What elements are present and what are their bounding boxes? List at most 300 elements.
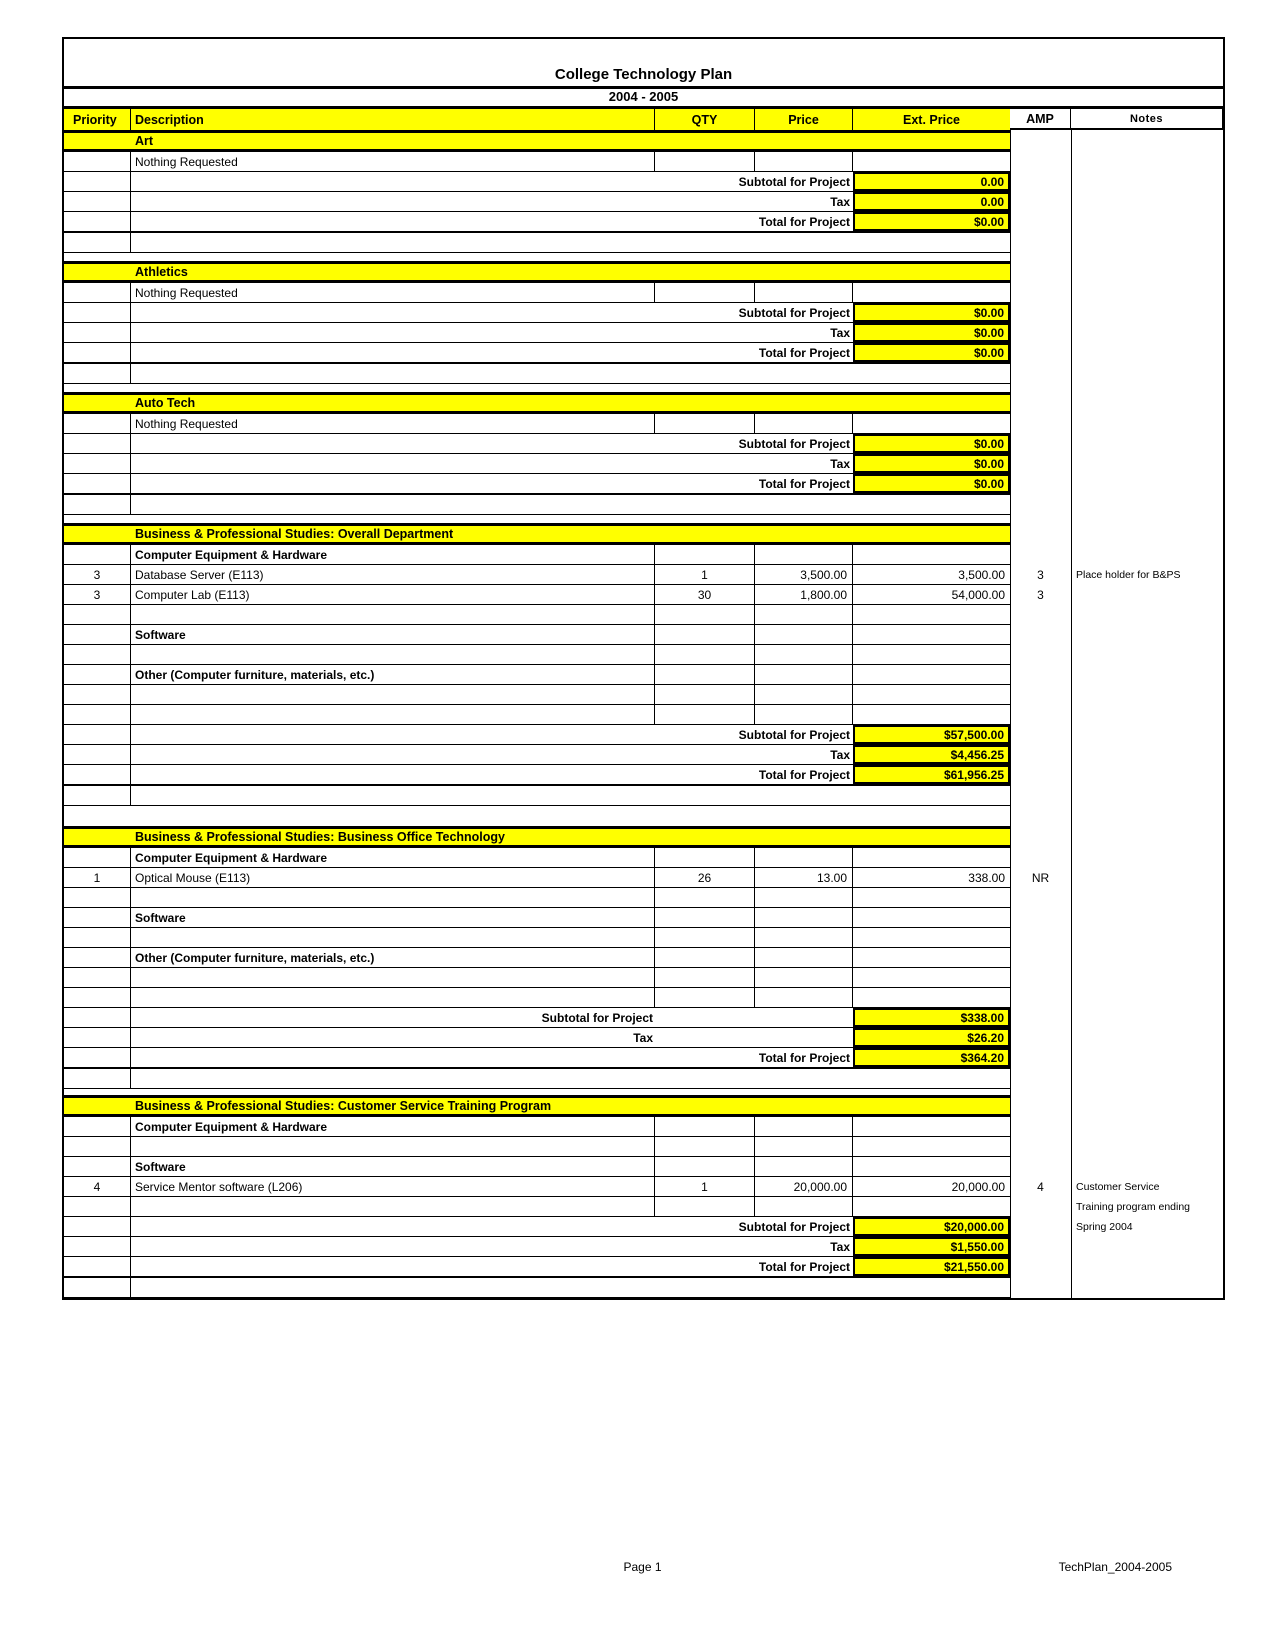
description-cell: Other (Computer furniture, materials, etc.) [131,665,655,684]
amp-cell [1010,434,1071,454]
priority-cell [64,1217,131,1236]
priority-cell [64,848,131,867]
row-item [64,868,1223,888]
priority-cell [64,192,131,211]
priority-cell [64,645,131,664]
description-cell: Computer Equipment & Hardware [131,1117,655,1136]
row-main [64,1177,1010,1197]
row-gap [64,384,1223,392]
merged-empty-cell [131,1069,1010,1088]
total-label: Total for Project [758,476,850,491]
notes-cell [1071,826,1223,848]
qty-cell [655,928,755,947]
row-main [64,233,1010,253]
notes-cell [1071,725,1223,745]
ext-price-cell [853,605,1010,624]
amp-cell [1010,1197,1071,1217]
notes-cell [1071,968,1223,988]
description-cell: Software [131,1157,655,1176]
amp-cell [1010,474,1071,495]
notes-cell [1071,1137,1223,1157]
total-label: Total for Project [758,767,850,782]
amp-cell [1010,253,1071,261]
notes-cell [1071,888,1223,908]
notes-cell [1071,261,1223,283]
price-cell [755,848,853,867]
notes-cell [1071,343,1223,364]
section-title: Art [135,134,154,148]
description-cell [131,968,655,987]
row-subhead [64,848,1223,868]
notes-cell [1071,868,1223,888]
subtotal-value: $0.00 [853,434,1010,453]
section-title: Athletics [135,265,188,279]
notes-cell [1071,1028,1223,1048]
col-header-amp: AMP [1010,109,1071,130]
description-cell: Other (Computer furniture, materials, etc.) [131,948,655,967]
notes-cell [1071,705,1223,725]
row-blank_end [64,233,1223,253]
amp-cell [1010,495,1071,515]
row-main [64,786,1010,806]
amp-cell [1010,364,1071,384]
priority-cell [64,725,131,744]
price-cell [755,152,853,171]
total-value: $0.00 [853,343,1010,362]
qty-cell: 1 [655,1177,755,1196]
notes-cell [1071,515,1223,523]
notes-cell [1071,495,1223,515]
priority-cell [64,988,131,1007]
priority-cell [64,474,131,493]
description-cell: Service Mentor software (L206) [131,1177,655,1196]
row-main [64,565,1010,585]
row-main [64,1197,1010,1217]
row-subtotal [64,1008,1223,1028]
document-name: TechPlan_2004-2005 [1058,1560,1172,1574]
notes-cell [1071,1008,1223,1028]
row-blank_end [64,1069,1223,1089]
row-main [64,515,1010,523]
row-main [64,1157,1010,1177]
ext-price-cell [853,888,1010,907]
notes-cell [1071,192,1223,212]
row-gap_large [64,806,1223,826]
description-cell: Computer Lab (E113) [131,585,655,604]
qty-cell [655,1137,755,1156]
notes-cell [1071,1237,1223,1257]
amp-cell [1010,523,1071,545]
row-tax [64,1237,1223,1257]
document-title-box [64,39,1223,89]
row-blank [64,685,1223,705]
amp-cell [1010,848,1071,868]
section-title: Business & Professional Studies: Business Office Technology [135,830,505,844]
priority-cell [64,454,131,473]
row-tax [64,454,1223,474]
description-cell [131,988,655,1007]
notes-cell [1071,806,1223,826]
row-section [64,826,1223,848]
row-main [64,605,1010,625]
price-cell [755,928,853,947]
price-cell [755,1117,853,1136]
amp-cell [1010,1137,1071,1157]
merged-empty-cell [131,1278,1010,1297]
row-main [64,1008,1010,1028]
price-cell: 20,000.00 [755,1177,853,1196]
row-total [64,474,1223,495]
qty-cell [655,705,755,724]
amp-cell: 4 [1037,1180,1044,1194]
row-main [64,523,1010,545]
row-blank [64,1137,1223,1157]
notes-cell [1071,1278,1223,1298]
price-cell [755,705,853,724]
row-main [64,474,1010,495]
subtotal-value: 0.00 [853,172,1010,191]
priority-cell: 3 [64,565,131,584]
qty-cell [655,625,755,644]
priority-cell [64,605,131,624]
subtotal-label: Subtotal for Project [738,305,850,320]
amp-cell [1010,806,1071,826]
total-value: $21,550.00 [853,1257,1010,1276]
row-main [64,685,1010,705]
priority-cell [64,1069,131,1088]
amp-cell [1010,605,1071,625]
col-header-ext-price: Ext. Price [853,109,1010,130]
notes-cell [1071,948,1223,968]
notes-cell [1071,545,1223,565]
ext-price-cell [853,685,1010,704]
tax-value: $0.00 [853,323,1010,342]
priority-cell [64,1157,131,1176]
notes-cell [1071,212,1223,233]
priority-cell [64,283,131,302]
price-cell [755,948,853,967]
row-section [64,392,1223,414]
amp-cell [1010,1278,1071,1298]
row-main [64,585,1010,605]
row-section [64,261,1223,283]
total-label: Total for Project [758,1050,850,1065]
priority-cell: 1 [64,868,131,887]
priority-cell [64,685,131,704]
priority-cell [64,495,131,514]
amp-cell [1010,948,1071,968]
row-main [64,414,1010,434]
tax-value: 0.00 [853,192,1010,211]
col-header-price: Price [755,109,853,130]
row-subtotal [64,725,1223,745]
price-cell [755,988,853,1007]
ext-price-cell: 20,000.00 [951,1179,1005,1194]
price-cell [755,625,853,644]
row-subhead [64,665,1223,685]
row-main [64,806,1010,826]
ext-price-cell [853,908,1010,927]
price-cell [755,968,853,987]
row-blank_end [64,1278,1223,1298]
priority-cell [64,1048,131,1067]
tax-label: Tax [830,325,850,340]
row-tax [64,323,1223,343]
row-main [64,152,1010,172]
qty-cell: 1 [655,565,755,584]
row-main [64,343,1010,364]
priority-cell [64,303,131,322]
priority-cell [64,434,131,453]
description-cell [131,645,655,664]
notes-cell [1071,523,1223,545]
qty-cell [655,948,755,967]
row-subhead [64,1157,1223,1177]
amp-cell [1010,988,1071,1008]
row-item [64,414,1223,434]
amp-cell [1010,323,1071,343]
row-main [64,705,1010,725]
description-cell: Computer Equipment & Hardware [131,545,655,564]
row-tax [64,745,1223,765]
row-main [64,1069,1010,1089]
ext-price-cell [853,705,1010,724]
subtotal-value: $57,500.00 [853,725,1010,744]
notes-cell [1071,625,1223,645]
row-main [64,323,1010,343]
row-main [64,283,1010,303]
price-cell [755,283,853,302]
row-gap [64,253,1223,261]
row-main [64,745,1010,765]
priority-cell [64,1008,131,1027]
row-main [64,988,1010,1008]
row-main [64,172,1010,192]
document-title: College Technology Plan [554,66,733,83]
amp-column-left-border [1010,130,1011,1298]
priority-cell [64,152,131,171]
amp-cell [1010,233,1071,253]
ext-price-cell [853,948,1010,967]
notes-cell [1071,745,1223,765]
qty-cell: 26 [655,868,755,887]
row-main [64,625,1010,645]
notes-cell [1071,152,1223,172]
row-main [64,261,1010,283]
ext-price-cell [853,988,1010,1007]
description-cell: Nothing Requested [131,414,655,433]
notes-cell [1071,172,1223,192]
row-section [64,523,1223,545]
subtotal-value: $0.00 [853,303,1010,322]
row-main [64,826,1010,848]
amp-cell [1010,1237,1071,1257]
price-cell [755,605,853,624]
total-value: $364.20 [853,1048,1010,1067]
row-main [64,495,1010,515]
amp-cell [1010,745,1071,765]
qty-cell [655,908,755,927]
qty-cell [655,848,755,867]
priority-cell [64,1117,131,1136]
row-blank [64,605,1223,625]
notes-cell [1071,585,1223,605]
amp-cell: 3 [1037,588,1044,602]
row-main [64,665,1010,685]
amp-cell [1010,261,1071,283]
notes-cell [1071,1257,1223,1278]
row-blank [64,705,1223,725]
amp-cell [1010,888,1071,908]
notes-cell [1071,130,1223,152]
row-subhead [64,908,1223,928]
qty-cell [655,685,755,704]
amp-cell [1010,968,1071,988]
row-blank_end [64,495,1223,515]
row-main [64,130,1010,152]
ext-price-cell: 338.00 [968,870,1005,885]
row-blank [64,888,1223,908]
price-cell [755,1137,853,1156]
row-main [64,928,1010,948]
notes-cell: Spring 2004 [1076,1221,1133,1233]
row-item [64,585,1223,605]
column-header-row [64,109,1223,130]
price-cell [755,1197,853,1216]
priority-cell [64,745,131,764]
amp-cell [1010,545,1071,565]
row-main [64,968,1010,988]
description-cell: Computer Equipment & Hardware [131,848,655,867]
ext-price-cell [853,1157,1010,1176]
ext-price-cell [853,1197,1010,1216]
notes-cell [1071,253,1223,261]
description-cell: Optical Mouse (E113) [131,868,655,887]
ext-price-cell [853,625,1010,644]
row-gap [64,515,1223,523]
priority-cell [64,1137,131,1156]
row-main [64,1137,1010,1157]
row-blank_end [64,786,1223,806]
row-blank [64,1197,1223,1217]
price-cell [755,1157,853,1176]
ext-price-cell [853,645,1010,664]
ext-price-cell: 54,000.00 [951,587,1005,602]
row-subhead [64,1117,1223,1137]
priority-cell [64,1278,131,1297]
tax-value: $4,456.25 [853,745,1010,764]
priority-cell [64,625,131,644]
row-main [64,765,1010,786]
amp-cell [1010,765,1071,786]
row-main [64,1095,1010,1117]
document-subtitle: 2004 - 2005 [64,89,1223,109]
row-section [64,1095,1223,1117]
amp-cell [1010,665,1071,685]
amp-cell [1010,1157,1071,1177]
amp-cell [1010,130,1071,152]
ext-price-cell [853,152,1010,171]
notes-cell [1071,1048,1223,1069]
qty-cell [655,545,755,564]
description-cell [131,605,655,624]
row-main [64,303,1010,323]
amp-cell: NR [1031,871,1050,885]
notes-cell [1071,786,1223,806]
row-main [64,725,1010,745]
notes-cell [1071,414,1223,434]
section-title: Business & Professional Studies: Customer Service Training Program [135,1099,552,1113]
qty-cell [655,968,755,987]
subtotal-label: Subtotal for Project [738,174,850,189]
priority-cell [64,343,131,362]
notes-cell [1071,434,1223,454]
description-cell: Nothing Requested [131,152,655,171]
notes-cell [1071,685,1223,705]
notes-cell [1071,454,1223,474]
merged-empty-cell [131,364,1010,383]
amp-cell [1010,725,1071,745]
priority-cell [64,928,131,947]
row-tax [64,1028,1223,1048]
amp-cell [1010,192,1071,212]
notes-cell [1071,645,1223,665]
subtotal-value: $20,000.00 [853,1217,1010,1236]
row-tax [64,192,1223,212]
ext-price-cell [853,1117,1010,1136]
row-subhead [64,948,1223,968]
amp-cell [1010,343,1071,364]
amp-cell [1010,212,1071,233]
priority-cell [64,1257,131,1276]
amp-cell [1010,1008,1071,1028]
row-main [64,1237,1010,1257]
tax-label: Tax [830,1239,850,1254]
amp-cell [1010,303,1071,323]
notes-cell [1071,665,1223,685]
tax-label: Tax [830,456,850,471]
row-main [64,888,1010,908]
price-cell: 13.00 [755,868,853,887]
row-subtotal [64,434,1223,454]
row-main [64,253,1010,261]
row-subtotal [64,1217,1223,1237]
row-blank [64,988,1223,1008]
notes-cell: Customer Service [1076,1181,1160,1193]
notes-cell [1071,303,1223,323]
notes-cell [1071,323,1223,343]
description-cell: Nothing Requested [131,283,655,302]
priority-cell [64,948,131,967]
priority-cell [64,1028,131,1047]
amp-cell [1010,705,1071,725]
col-header-qty: QTY [655,109,755,130]
ext-price-cell [853,928,1010,947]
price-cell: 3,500.00 [755,565,853,584]
notes-cell [1071,233,1223,253]
price-cell [755,665,853,684]
total-label: Total for Project [758,1259,850,1274]
qty-cell [655,645,755,664]
row-blank_end [64,364,1223,384]
priority-cell [64,765,131,784]
amp-cell [1010,1095,1071,1117]
row-main [64,1257,1010,1278]
col-header-notes: Notes [1071,109,1223,130]
tax-value: $1,550.00 [853,1237,1010,1256]
row-main [64,1278,1010,1298]
row-total [64,1257,1223,1278]
